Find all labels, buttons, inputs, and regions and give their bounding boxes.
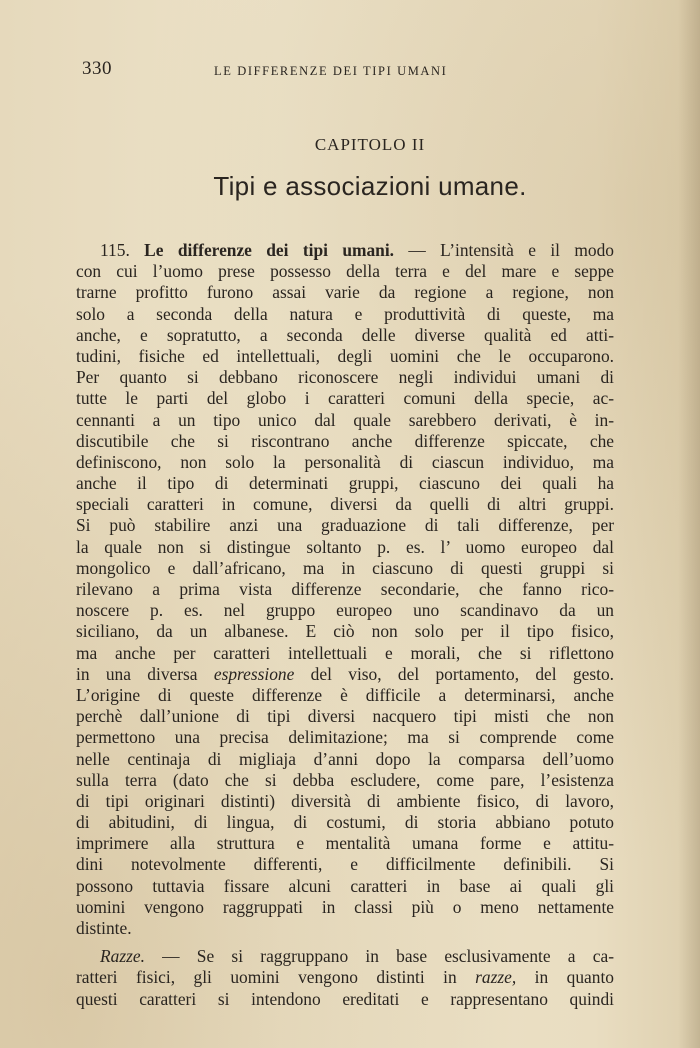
italic-word: espressione [213, 663, 295, 684]
razze-line: ratteri fisici, gli uomini vengono distinti in razze, in quanto [76, 967, 614, 988]
text-line: imprimere alla struttura e mentalità umana forme e attitu- [76, 833, 614, 854]
section-title: Le differenze dei tipi umani. [144, 240, 395, 260]
body-text [76, 240, 614, 1010]
paragraph-gap [76, 939, 614, 946]
text-line: uomini vengono raggruppati in classi più o meno nettamente [76, 896, 614, 917]
text-line: mongolico e dall’africano, ma in ciascuno di questi gruppi si [76, 557, 614, 578]
text-line: possono tuttavia fissare alcuni caratteri in base ai quali gli [76, 875, 614, 896]
text-line: cennanti a un tipo unico dal quale sarebbero derivati, è in- [76, 409, 614, 430]
text-line: solo a seconda della natura e produttività di queste, ma [76, 303, 614, 324]
text-line: ma anche per caratteri intellettuali e morali, che si riflettono [76, 642, 614, 663]
text-line: rilevano a prima vista differenze secondarie, che fanno rico- [76, 579, 614, 599]
text-line: sulla terra (dato che si debba escludere, come pare, l’esistenza [76, 769, 614, 790]
razze-first-line: Razze. — Se si raggruppano in base esclusivamente a ca- [100, 946, 614, 967]
text-line: L’origine di queste differenze è difficile a determinarsi, anche [76, 684, 614, 705]
text-line: trarne profitto furono assai varie da regione a regione, non [76, 282, 614, 303]
text-line: discutibile che si riscontrano anche differenze spiccate, che [76, 430, 614, 451]
text-line: Per quanto si debbano riconoscere negli individui umani di [76, 367, 614, 388]
razze-heading: Razze. [100, 946, 145, 967]
section-number: 115. [100, 240, 130, 260]
italic-word: razze, [475, 967, 517, 988]
section-first-line [76, 240, 614, 261]
text-line: dini notevolmente differenti, e difficilmente definibili. Si [76, 854, 614, 875]
chapter-title: Tipi e associazioni umane. [213, 171, 527, 201]
section-first-line-text: — L’intensità e il modo [394, 240, 614, 260]
text-line: speciali caratteri in comune, diversi da quelli di altri gruppi. [76, 494, 614, 515]
text-line: permettono una precisa delimitazione; ma si comprende come [76, 727, 614, 748]
text-line: anche il tipo di determinati gruppi, ciascuno dei quali ha [76, 473, 614, 494]
text-line: nelle centinaja di migliaja d’anni dopo la comparsa dell’uomo [76, 748, 614, 769]
text-line: Si può stabilire anzi una graduazione di tali differenze, per [76, 515, 614, 536]
text-line: noscere p. es. nel gruppo europeo uno scandinavo da un [76, 600, 614, 621]
text-line-expression: in una diversa espressione del viso, del portamento, del gesto. [76, 663, 614, 684]
text-line: tudini, fisiche ed intellettuali, degli uomini che le occuparono. [76, 345, 614, 366]
text-line: la quale non si distingue soltanto p. es. l’ uomo europeo dal [76, 536, 614, 557]
text-line: con cui l’uomo prese possesso della terra e del mare e seppe [76, 261, 614, 282]
text-line: siciliano, da un albanese. E ciò non solo per il tipo fisico, [76, 621, 614, 642]
text-line: tutte le parti del globo i caratteri comuni della specie, ac- [76, 388, 614, 409]
text-line: definiscono, non solo la personalità di ciascun individuo, ma [76, 451, 614, 472]
text-line: anche, e sopratutto, a seconda delle diverse qualità ed atti- [76, 324, 614, 345]
text-line-last: distinte. [76, 918, 132, 938]
page-header [82, 58, 612, 82]
running-head: LE DIFFERENZE DEI TIPI UMANI [214, 64, 448, 78]
text-line: di tipi originari distinti) diversità di ambiente fisico, di lavoro, [76, 790, 614, 811]
razze-line: questi caratteri si intendono ereditati e rappresentano quindi [76, 988, 614, 1009]
text-line: perchè dall’unione di tipi diversi nacquero tipi misti che non [76, 706, 614, 727]
text-line: di abitudini, di lingua, di costumi, di storia abbiano potuto [76, 812, 614, 833]
chapter-label: CAPITOLO II [314, 135, 426, 154]
page-number: 330 [82, 58, 112, 79]
